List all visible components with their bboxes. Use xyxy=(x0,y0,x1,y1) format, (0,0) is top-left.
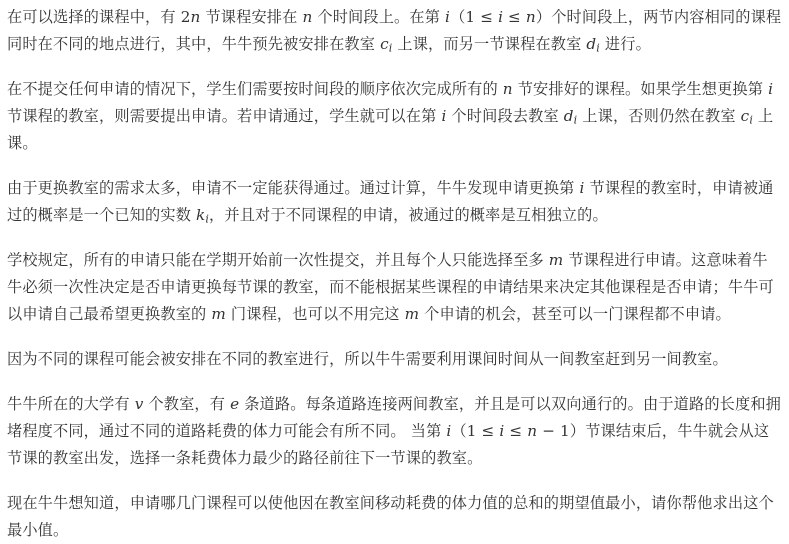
math-expression: v xyxy=(134,395,144,413)
paragraph-text: 学校规定，所有的申请只能在学期开始前一次性提交，并且每个人只能选择至多 xyxy=(7,251,549,269)
math-expression: e xyxy=(230,395,240,413)
paragraph-text: 节课程进行申请。这意味着牛牛必须一次性决定是否申请更换每节课的教室，而不能根据某些课程的申请结果来决定其他课程是否申请；牛牛可以申请自己最希望更换教室的 xyxy=(7,251,774,323)
paragraph-text: 节课程的教室时，申请被通过的概率是一个已知的实数 xyxy=(7,179,774,224)
paragraph xyxy=(7,346,783,373)
paragraph-text: 条道路。每条道路连接两间教室，并且是可以双向通行的。由于道路的长度和拥堵程度不同，通过不同的道路耗费的体力可能会有所不同。 当第 xyxy=(7,395,782,440)
paragraph-text: （ xyxy=(450,8,466,26)
math-expression: i xyxy=(579,179,585,197)
paragraph-text: ）个时间段上，两节内容相同的课程同时在不同的地点进行，其中，牛牛预先被安排在教室 xyxy=(7,8,782,53)
math-expression: $c_i$ xyxy=(740,107,753,127)
paragraph xyxy=(7,175,783,229)
paragraph-text: 门课程，也可以不用完这 xyxy=(225,305,405,323)
paragraph-text: 个时间段上。在第 xyxy=(312,8,446,26)
math-expression: $d_i$ xyxy=(563,107,578,127)
math-expression: i xyxy=(446,422,452,440)
math-expression: i xyxy=(441,107,447,125)
paragraph-text: ）节课结束后，牛牛就会从这节课的教室出发，选择一条耗费体力最少的路径前往下一节课的教室。 xyxy=(7,422,770,467)
math-expression: m xyxy=(404,305,420,323)
paragraph-text: 节安排好的课程。如果学生想更换第 xyxy=(512,80,769,98)
math-expression: n xyxy=(502,80,513,98)
paragraph-text: （ xyxy=(451,422,467,440)
paragraph-text: ，并且对于不同课程的申请，被通过的概率是互相独立的。 xyxy=(209,206,608,224)
math-expression: $k_i$ xyxy=(196,206,210,226)
paragraph-text: 由于更换教室的需求太多，申请不一定能获得通过。通过计算，牛牛发现申请更换第 xyxy=(7,179,580,197)
problem-description xyxy=(0,4,789,544)
paragraph-text: 牛牛所在的大学有 xyxy=(7,395,135,413)
paragraph xyxy=(7,247,783,328)
math-expression: 1 ≤ i ≤ n xyxy=(465,8,536,26)
paragraph-text: 现在牛牛想知道，申请哪几门课程可以使他因在教室间移动耗费的体力值的总和的期望值最小，请你帮他求出这个最小值。 xyxy=(7,494,774,539)
math-expression: 1 ≤ i ≤ n − 1 xyxy=(466,422,570,440)
paragraph-text: 上课。 xyxy=(7,107,774,152)
paragraph-text: 在不提交任何申请的情况下，学生们需要按时间段的顺序依次完成所有的 xyxy=(7,80,503,98)
paragraph-text: 因为不同的课程可能会被安排在不同的教室进行，所以牛牛需要利用课间时间从一间教室赶到另一间教室。 xyxy=(7,350,728,368)
math-subscript: i xyxy=(205,212,210,226)
paragraph-text: 个申请的机会，甚至可以一门课程都不申请。 xyxy=(419,305,731,323)
math-expression: m xyxy=(548,251,564,269)
paragraph-text: 节课程的教室，则需要提出申请。若申请通过，学生就可以在第 xyxy=(7,107,442,125)
paragraph xyxy=(7,391,783,472)
math-expression: m xyxy=(211,305,226,323)
paragraph-text: 进行。 xyxy=(599,35,651,53)
math-expression: $c_i$ xyxy=(380,35,393,55)
paragraph-text: 个时间段去教室 xyxy=(446,107,564,125)
paragraph-text: 上课，而另一节课程在教室 xyxy=(392,35,587,53)
math-expression: 2n xyxy=(180,8,201,26)
math-subscript: i xyxy=(388,41,393,55)
paragraph-text: 在可以选择的课程中，有 xyxy=(7,8,181,26)
math-subscript: i xyxy=(749,113,753,127)
paragraph-text: 节课程安排在 xyxy=(200,8,303,26)
math-expression: n xyxy=(302,8,313,26)
paragraph xyxy=(7,4,783,58)
paragraph-text: 个教室，有 xyxy=(143,395,231,413)
math-expression: i xyxy=(768,80,774,98)
math-subscript: i xyxy=(596,41,600,55)
math-expression: $d_i$ xyxy=(586,35,600,55)
paragraph-text: 上课，否则仍然在教室 xyxy=(577,107,741,125)
paragraph xyxy=(7,76,783,157)
math-expression: i xyxy=(445,8,451,26)
math-subscript: i xyxy=(573,113,578,127)
